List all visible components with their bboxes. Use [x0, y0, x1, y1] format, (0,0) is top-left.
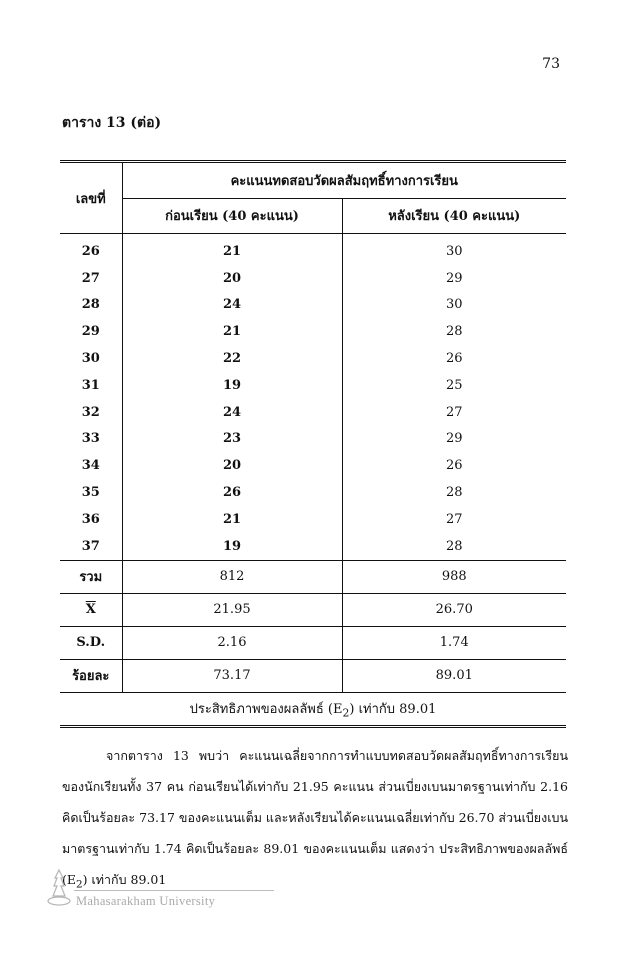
- cell-posttest-score: 25: [445, 377, 463, 393]
- summary-label-text: $\overline{X}$: [85, 602, 96, 618]
- summary-posttest: 26.70: [342, 593, 566, 626]
- summary-posttest: 988: [342, 560, 566, 593]
- cell-student-number: 28: [60, 292, 122, 319]
- table-row: [60, 533, 566, 560]
- summary-label-text: S.D.: [76, 635, 106, 651]
- efficiency-row: [60, 692, 566, 726]
- cell-posttest-score: 28: [445, 538, 463, 554]
- cell-posttest-score: 26: [445, 458, 463, 474]
- cell-posttest-score: 27: [445, 404, 463, 420]
- header-posttest: หลังเรียน (40 คะแนน): [342, 198, 566, 234]
- cell-posttest-score: 30: [445, 243, 463, 259]
- page-number: 73: [542, 56, 560, 72]
- summary-label-text: ร้อยละ: [72, 669, 110, 685]
- header-pretest: ก่อนเรียน (40 คะแนน): [122, 198, 342, 234]
- table-row: [60, 318, 566, 345]
- cell-student-number: 31: [60, 372, 122, 399]
- table-row: [60, 265, 566, 292]
- cell-posttest-score: 27: [445, 511, 463, 527]
- cell-posttest-score: 30: [445, 297, 463, 313]
- cell-student-number: 36: [60, 506, 122, 533]
- cell-posttest-score: 29: [445, 270, 463, 286]
- table-row: [60, 345, 566, 372]
- cell-student-number: 37: [60, 533, 122, 560]
- cell-pretest-score: 24: [122, 292, 342, 319]
- summary-row: [60, 626, 566, 659]
- summary-label: [60, 593, 122, 626]
- university-seal-icon: [46, 868, 72, 908]
- cell-student-number: 32: [60, 399, 122, 426]
- cell-pretest-score: 21: [122, 234, 342, 265]
- paragraph-text: จากตาราง 13 พบว่า คะแนนเฉลี่ยจากการทำแบบทดสอบวัดผลสัมฤทธิ์ทางการเรียนของนักเรียนทั้ง 37 คน ก่อนเรียนได้เท่ากับ 21.95 คะแนน ส่วนเบี่ยงเบนมาตรฐานเท่ากับ 2.16 คิดเป็นร้อยละ 73.17 ของคะแนนเต็ม และหลังเรียนได้คะแนนเฉลี่ยเท่ากับ 26.70 ส่วนเบี่ยงเบนมาตรฐานเท่ากับ 1.74 คิดเป็นร้อยละ 89.01 ของคะแนนเต็ม แสดงว่า ประสิทธิภาพของผลลัพธ์ (E: [62, 748, 568, 887]
- summary-row: [60, 560, 566, 593]
- table-row: [60, 479, 566, 506]
- summary-pretest: 73.17: [122, 659, 342, 692]
- cell-student-number: 26: [60, 234, 122, 265]
- table-row: [60, 372, 566, 399]
- table-row: [60, 452, 566, 479]
- cell-pretest-score: 22: [122, 345, 342, 372]
- table-row: [60, 292, 566, 319]
- cell-posttest-score: 28: [445, 324, 463, 340]
- cell-pretest-score: 24: [122, 399, 342, 426]
- table-caption: ตาราง 13 (ต่อ): [62, 115, 162, 131]
- efficiency-subscript: 2: [342, 706, 350, 720]
- watermark: [42, 868, 262, 918]
- table-summary: [60, 560, 566, 692]
- cell-posttest-score: 26: [445, 351, 463, 367]
- watermark-rule: [74, 890, 274, 891]
- summary-label-text: รวม: [79, 570, 103, 586]
- table-body: [60, 234, 566, 561]
- cell-pretest-score: 20: [122, 452, 342, 479]
- cell-pretest-score: 26: [122, 479, 342, 506]
- paragraph-subscript: 2: [76, 878, 83, 891]
- cell-pretest-score: 21: [122, 318, 342, 345]
- summary-row: [60, 593, 566, 626]
- cell-pretest-score: 21: [122, 506, 342, 533]
- summary-posttest: 89.01: [342, 659, 566, 692]
- table-row: [60, 426, 566, 453]
- cell-student-number: 33: [60, 426, 122, 453]
- table-row: [60, 506, 566, 533]
- header-student-number: เลขที่: [60, 162, 122, 234]
- cell-pretest-score: 20: [122, 265, 342, 292]
- watermark-text: Mahasarakham University: [76, 894, 216, 908]
- efficiency-suffix: ) เท่ากับ 89.01: [349, 701, 437, 717]
- cell-posttest-score: 28: [445, 485, 463, 501]
- summary-pretest: 21.95: [122, 593, 342, 626]
- efficiency-cell: [60, 692, 566, 726]
- table-row: [60, 234, 566, 265]
- cell-student-number: 30: [60, 345, 122, 372]
- efficiency-prefix: ประสิทธิภาพของผลลัพธ์ (E: [189, 701, 343, 717]
- cell-posttest-score: 29: [445, 431, 463, 447]
- cell-pretest-score: 19: [122, 372, 342, 399]
- cell-student-number: 27: [60, 265, 122, 292]
- summary-label: [60, 560, 122, 593]
- summary-label: [60, 626, 122, 659]
- summary-row: [60, 659, 566, 692]
- summary-posttest: 1.74: [342, 626, 566, 659]
- cell-student-number: 34: [60, 452, 122, 479]
- cell-pretest-score: 19: [122, 533, 342, 560]
- summary-pretest: 812: [122, 560, 342, 593]
- summary-pretest: 2.16: [122, 626, 342, 659]
- summary-label: [60, 659, 122, 692]
- header-achievement-score: คะแนนทดสอบวัดผลสัมฤทธิ์ทางการเรียน: [122, 162, 566, 199]
- cell-student-number: 35: [60, 479, 122, 506]
- results-table: [60, 160, 566, 728]
- paragraph-text-end: ) เท่ากับ 89.01: [82, 872, 167, 887]
- table-row: [60, 399, 566, 426]
- cell-student-number: 29: [60, 318, 122, 345]
- cell-pretest-score: 23: [122, 426, 342, 453]
